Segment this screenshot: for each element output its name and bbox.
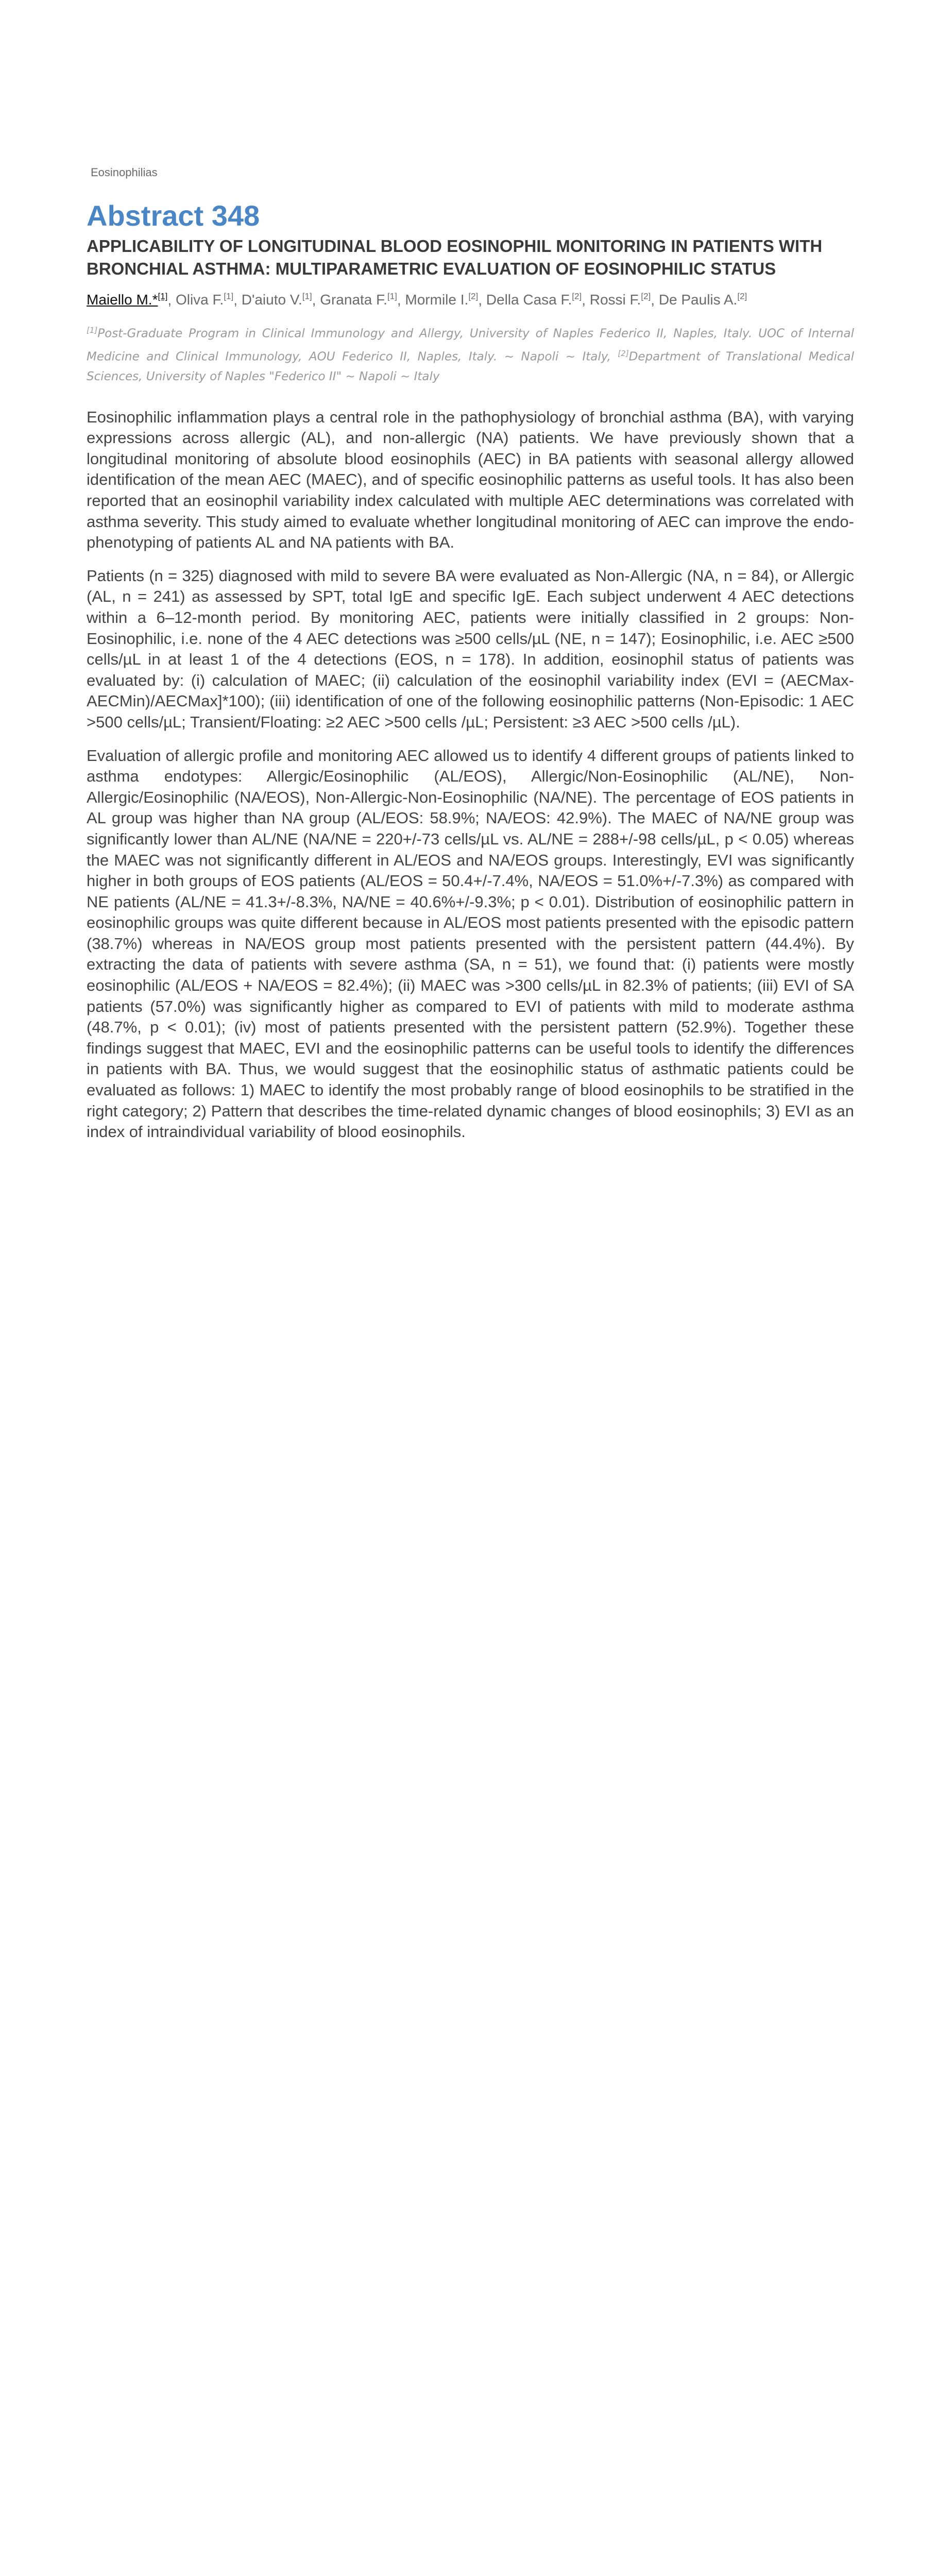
abstract-number: Abstract 348 xyxy=(87,199,260,232)
affiliation-text: Post-Graduate Program in Clinical Immunology and Allergy, University of Naples Federico II, Naples, Italy. UOC of Internal Medicine and Clinical Immunology, AOU Federico II, Naples, Italy. ~ Napoli ~ Italy, xyxy=(87,327,854,364)
author xyxy=(87,292,167,308)
affiliation-list xyxy=(87,320,854,386)
abstract-content xyxy=(87,199,854,1143)
body-paragraph-background: Eosinophilic inflammation plays a central role in the pathophysiology of bronchial asthma (BA), with varying expressions across allergic (AL), and non-allergic (NA) patients. We have previously shown that a longitudinal monitoring of absolute blood eosinophils (AEC) in BA patients with seasonal allergy allowed identification of the mean AEC (MAEC), and of specific eosinophilic patterns as useful tools. It has also been reported that an eosinophil variability index calculated with multiple AEC determinations was correlated with asthma severity. This study aimed to evaluate whether longitudinal monitoring of AEC can improve the endo-phenotyping of patients AL and NA patients with BA. xyxy=(87,408,854,552)
body-paragraph-methods: Patients (n = 325) diagnosed with mild to severe BA were evaluated as Non-Allergic (NA, n = 84), or Allergic (AL, n = 241) as assessed by SPT, total IgE and specific IgE. Each subject underwent 4 AEC detections within a 6–12-month period. By monitoring AEC, patients were initially classified in 2 groups: Non-Eosinophilic, i.e. none of the 4 AEC detections was ≥500 cells/µL (NE, n = 147); Eosinophilic, i.e. AEC ≥500 cells/µL in at least 1 of the 4 detections (EOS, n = 178). In addition, eosinophil status of patients was evaluated by: (i) calculation of MAEC; (ii) calculation of the eosinophil variability index (EVI = (AECMax-AECMin)/AECMax]*100); (iii) identification of one of the following eosinophilic patterns (Non-Episodic: 1 AEC >500 cells/µL; Transient/Floating: ≥2 AEC >500 cells /µL; Persistent: ≥3 AEC >500 cells /µL). xyxy=(87,566,854,731)
author-name: Granata F. xyxy=(320,292,387,308)
author-affiliation-ref: [1] xyxy=(387,292,397,301)
author-affiliation-ref: [1] xyxy=(224,292,234,301)
author xyxy=(320,292,397,308)
author-name: Rossi F. xyxy=(589,292,641,308)
affiliation-text: Department of Translational Medical Sciences, University of Naples "Federico II" ~ Napoli ~ Italy xyxy=(87,350,854,383)
author-affiliation-ref: [2] xyxy=(737,292,747,301)
author xyxy=(590,292,651,308)
author xyxy=(405,292,478,308)
author xyxy=(659,292,747,308)
author-list: Maiello M.*[1], Oliva F.[1], D'aiuto V.[1], Granata F.[1], Mormile I.[2], Della Casa F.[2], Rossi F.[2], De Paulis A.[2] xyxy=(87,292,747,308)
author xyxy=(486,292,582,308)
author-affiliation-ref: [2] xyxy=(572,292,582,301)
author xyxy=(242,292,312,308)
affiliation-ref: [2] xyxy=(618,348,629,358)
author-affiliation-ref: [2] xyxy=(641,292,651,301)
author-name: D'aiuto V. xyxy=(241,292,302,308)
author-affiliation-ref: [1] xyxy=(302,292,312,301)
author-name: Mormile I. xyxy=(405,292,469,308)
author-name: Maiello M.* xyxy=(87,292,158,308)
abstract-title: APPLICABILITY OF LONGITUDINAL BLOOD EOSINOPHIL MONITORING IN PATIENTS WITH BRONCHIAL ASTHMA: MULTIPARAMETRIC EVALUATION OF EOSINOPHILIC STATUS xyxy=(87,236,823,278)
category-label: Eosinophilias xyxy=(91,166,158,179)
author-name: De Paulis A. xyxy=(658,292,738,308)
author-name: Della Casa F. xyxy=(486,292,572,308)
author-affiliation-ref: [2] xyxy=(468,292,479,301)
author-affiliation-ref: [1] xyxy=(158,292,168,301)
author xyxy=(176,292,233,308)
affiliation-ref: [1] xyxy=(87,326,98,335)
body-paragraph-results: Evaluation of allergic profile and monitoring AEC allowed us to identify 4 different groups of patients linked to asthma endotypes: Allergic/Eosinophilic (AL/EOS), Allergic/Non-Eosinophilic (AL/NE), Non-Allergic/Eosinophilic (NA/EOS), Non-Allergic-Non-Eosinophilic (NA/NE). The percentage of EOS patients in AL group was higher than NA group (AL/EOS: 58.9%; NA/EOS: 42.9%). The MAEC of NA/NE group was significantly lower than AL/NE (NA/NE = 220+/-73 cells/µL vs. AL/NE = 288+/-98 cells/µL, p < 0.05) whereas the MAEC was not significantly different in AL/EOS and NA/EOS groups. Interestingly, EVI was significantly higher in both groups of EOS patients (AL/EOS = 50.4+/-7.4%, NA/EOS = 51.0%+/-7.3%) as compared with NE patients (AL/NE = 41.3+/-8.3%, NA/NE = 40.6%+/-9.3%; p < 0.01). Distribution of eosinophilic pattern in eosinophilic groups was quite different because in AL/EOS most patients presented with the episodic pattern (38.7%) whereas in NA/EOS group most patients presented with the persistent pattern (44.4%). By extracting the data of patients with severe asthma (SA, n = 51), we found that: (i) patients were mostly eosinophilic (AL/EOS + NA/EOS = 82.4%); (ii) MAEC was >300 cells/µL in 82.3% of patients; (iii) EVI of SA patients (57.0%) was significantly higher as compared to EVI of patients with mild to moderate asthma (48.7%, p < 0.01); (iv) most of patients presented with the persistent pattern (52.9%). Together these findings suggest that MAEC, EVI and the eosinophilic patterns can be useful tools to identify the differences in patients with BA. Thus, we would suggest that the eosinophilic status of asthmatic patients could be evaluated as follows: 1) MAEC to identify the most probably range of blood eosinophils to be stratified in the right category; 2) Pattern that describes the time-related dynamic changes of blood eosinophils; 3) EVI as an index of intraindividual variability of blood eosinophils. xyxy=(87,746,854,1141)
author-name: Oliva F. xyxy=(175,292,224,308)
